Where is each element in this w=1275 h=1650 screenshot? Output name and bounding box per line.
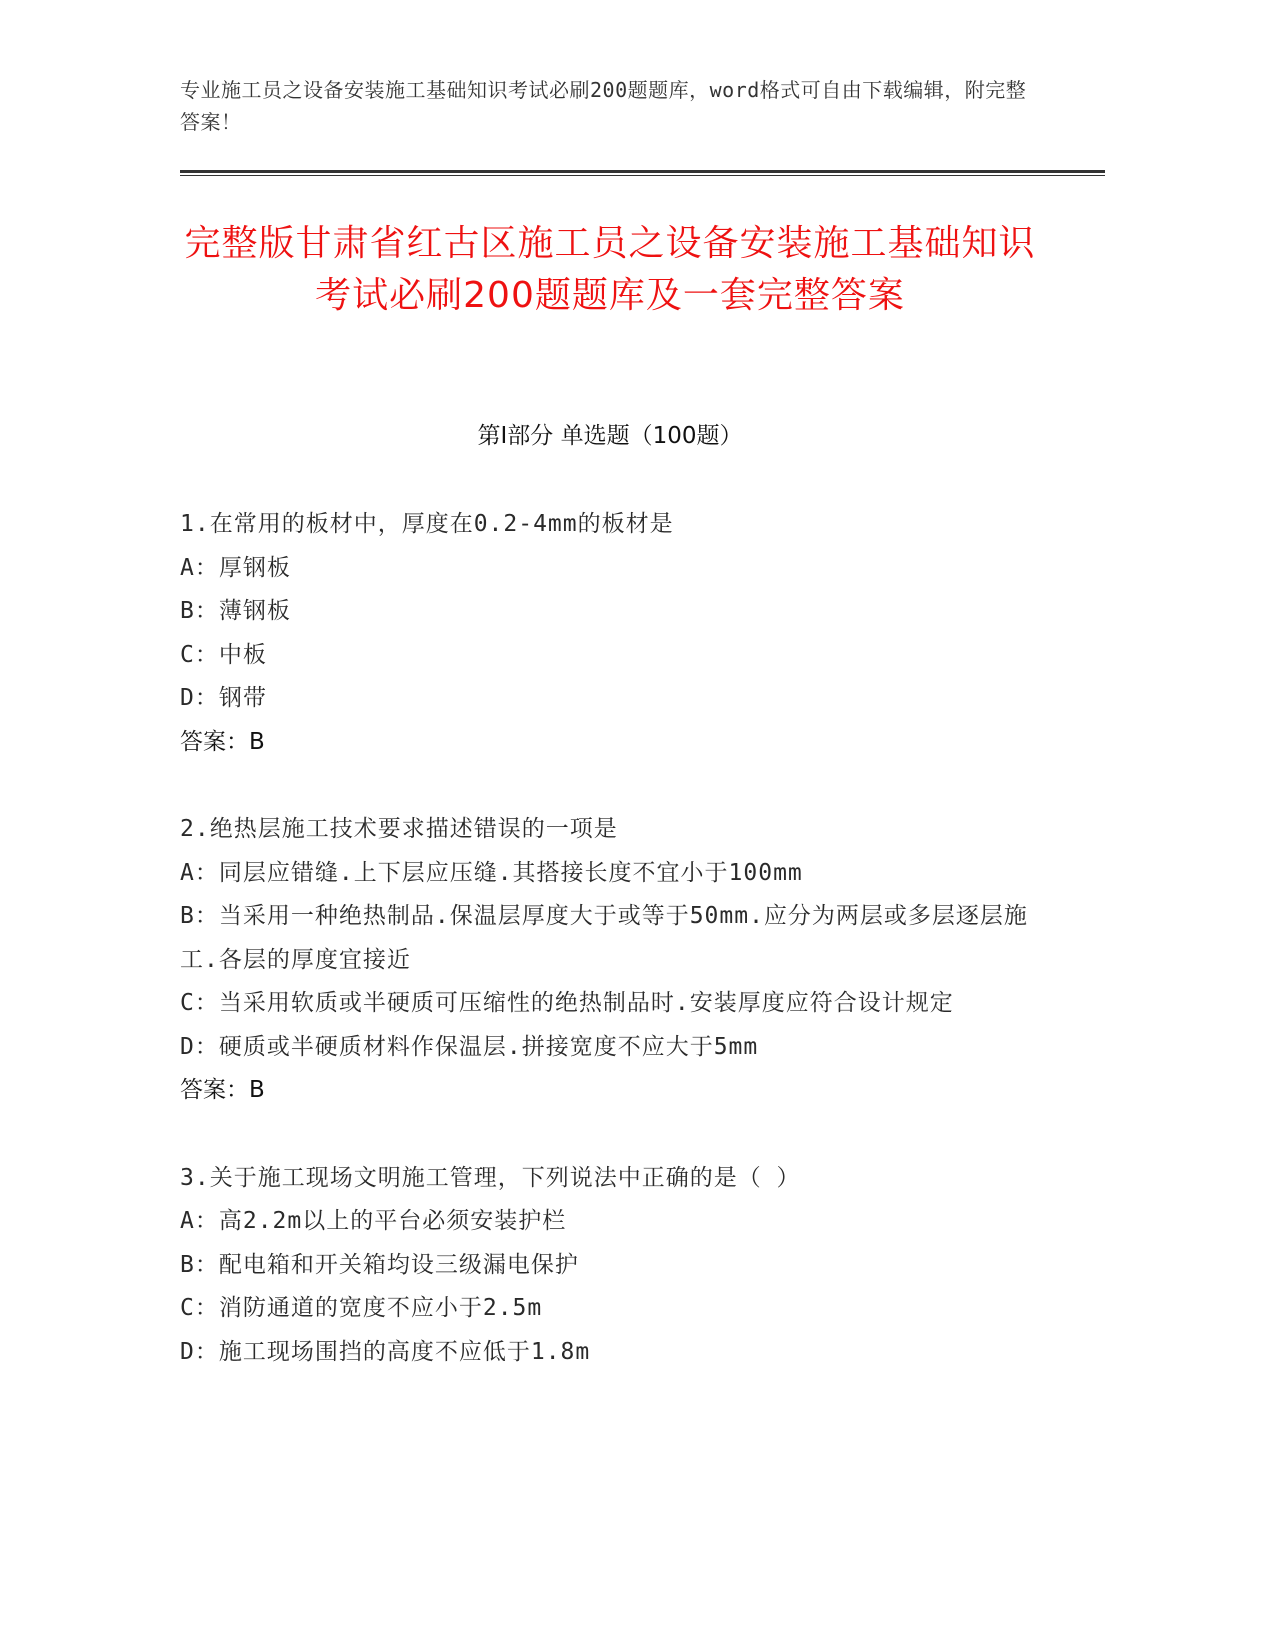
question-answer: 答案：B (180, 728, 265, 755)
option-a: A：厚钢板 (180, 554, 291, 581)
option-b: B：配电箱和开关箱均设三级漏电保护 (180, 1251, 579, 1278)
option-b: B：薄钢板 (180, 598, 291, 624)
option-b: B：当采用一种绝热制品.保温层厚度大于或等于50mm.应分为两层或多层逐层施工.各层的厚度宜接近 (180, 903, 1028, 973)
question-stem: 2.绝热层施工技术要求描述错误的一项是 (180, 816, 618, 842)
document-title: 完整版甘肃省红古区施工员之设备安装施工基础知识考试必刷200题题库及一套完整答案 (184, 223, 1036, 316)
option-c: C：当采用软质或半硬质可压缩性的绝热制品时.安装厚度应符合设计规定 (180, 990, 954, 1016)
question-1 (180, 503, 1060, 764)
option-d: D：硬质或半硬质材料作保温层.拼接宽度不应大于5mm (180, 1033, 759, 1060)
header-divider-thick (180, 170, 1105, 173)
question-stem: 3.关于施工现场文明施工管理，下列说法中正确的是（ ） (180, 1164, 801, 1191)
question-3 (180, 1157, 1060, 1375)
option-a: A：同层应错缝.上下层应压缝.其搭接长度不宜小于100mm (180, 859, 803, 886)
option-c: C：中板 (180, 641, 267, 668)
question-list (180, 503, 1060, 1418)
option-d: D：钢带 (180, 685, 267, 711)
section-heading: 第Ⅰ部分 单选题（100题） (477, 423, 743, 449)
question-2 (180, 808, 1060, 1113)
option-d: D：施工现场围挡的高度不应低于1.8m (180, 1338, 591, 1365)
question-stem: 1.在常用的板材中，厚度在0.2-4mm的板材是 (180, 511, 674, 537)
option-c: C：消防通道的宽度不应小于2.5m (180, 1295, 543, 1321)
header-divider-thin (180, 175, 1105, 176)
header-note: 专业施工员之设备安装施工基础知识考试必刷200题题库，word格式可自由下载编辑，附完整答案！ (180, 78, 1027, 134)
option-a: A：高2.2m以上的平台必须安装护栏 (180, 1208, 567, 1234)
question-answer: 答案：B (180, 1077, 265, 1103)
